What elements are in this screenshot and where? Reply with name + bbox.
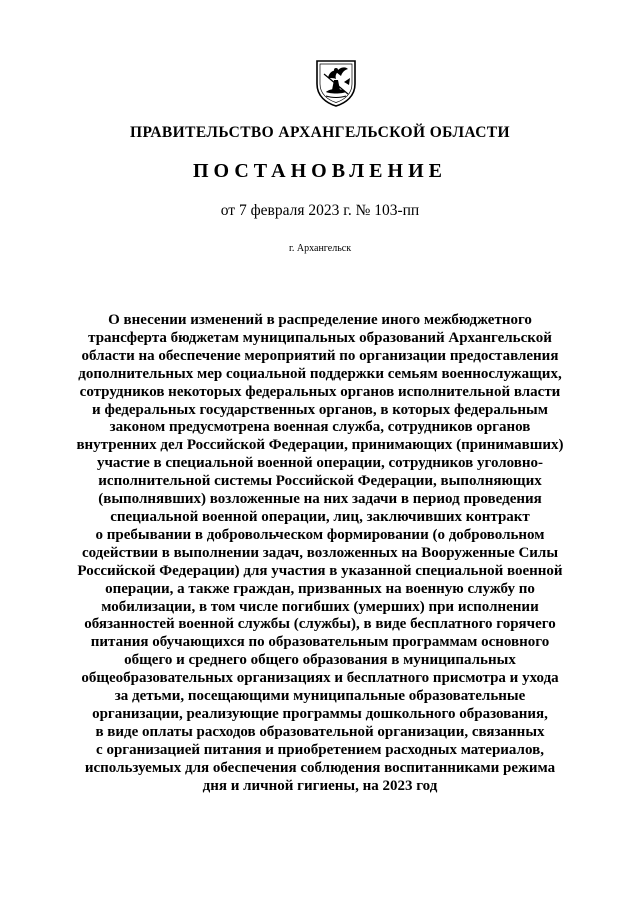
title-line: сотрудников некоторых федеральных органов исполнительной власти (79, 383, 561, 400)
title-line: трансферта бюджетам муниципальных образований Архангельской (88, 329, 552, 346)
title-line: обязанностей военной службы (службы), в виде бесплатного горячего (84, 616, 556, 633)
title-line: О внесении изменений в распределение иного межбюджетного (108, 312, 532, 328)
title-line: исполнительной системы Российской Федерации, выполняющих (98, 473, 542, 490)
title-line: общего и среднего общего образования в муниципальных (124, 652, 516, 669)
document-title (60, 312, 580, 795)
title-line: дня и личной гигиены, на 2023 год (202, 777, 438, 794)
title-line: с организацией питания и приобретением расходных материалов, (96, 741, 544, 758)
document-type: ПОСТАНОВЛЕНИЕ (193, 160, 447, 182)
title-line: общеобразовательных организациях и бесплатного присмотра и ухода (81, 670, 559, 687)
title-line: дополнительных мер социальной поддержки семьям военнослужащих, (78, 365, 562, 382)
title-line: законом предусмотрена военная служба, сотрудников органов (109, 419, 531, 436)
title-line: содействии в выполнении задач, возложенных на Вооруженные Силы (81, 544, 559, 561)
title-line: используемых для обеспечения соблюдения воспитанниками режима (84, 759, 556, 776)
organization-name: ПРАВИТЕЛЬСТВО АРХАНГЕЛЬСКОЙ ОБЛАСТИ (129, 124, 510, 141)
title-line: участие в специальной военной операции, сотрудников уголовно- (96, 455, 544, 472)
title-line: внутренних дел Российской Федерации, принимающих (принимавших) (76, 437, 564, 454)
title-line: операции, а также граждан, призванных на военную службу по (105, 580, 535, 597)
title-line: и федеральных государственных органов, в которых федеральным (92, 401, 548, 418)
title-line: в виде оплаты расходов образовательной организации, связанных (95, 723, 545, 740)
title-line: (выполнявших) возложенные на них задачи в период проведения (98, 491, 542, 508)
title-line: области на обеспечение мероприятий по организации предоставления (81, 347, 559, 364)
title-line: за детьми, посещающими муниципальные образовательные (114, 688, 526, 705)
title-line: специальной военной операции, лиц, заключивших контракт (110, 508, 530, 525)
document-city: г. Архангельск (288, 243, 352, 254)
document-date-number: от 7 февраля 2023 г. № 103-пп (220, 202, 420, 219)
coat-of-arms-icon (314, 58, 358, 108)
title-line: питания обучающихся по образовательным программам основного (90, 634, 550, 651)
title-line: Российской Федерации) для участия в указанной специальной военной (77, 562, 563, 579)
title-line: о пребывании в добровольческом формировании (о добровольном (95, 526, 545, 543)
title-line: мобилизации, в том числе погибших (умерших) при исполнении (101, 598, 539, 615)
title-line: организации, реализующие программы дошкольного образования, (92, 705, 548, 722)
